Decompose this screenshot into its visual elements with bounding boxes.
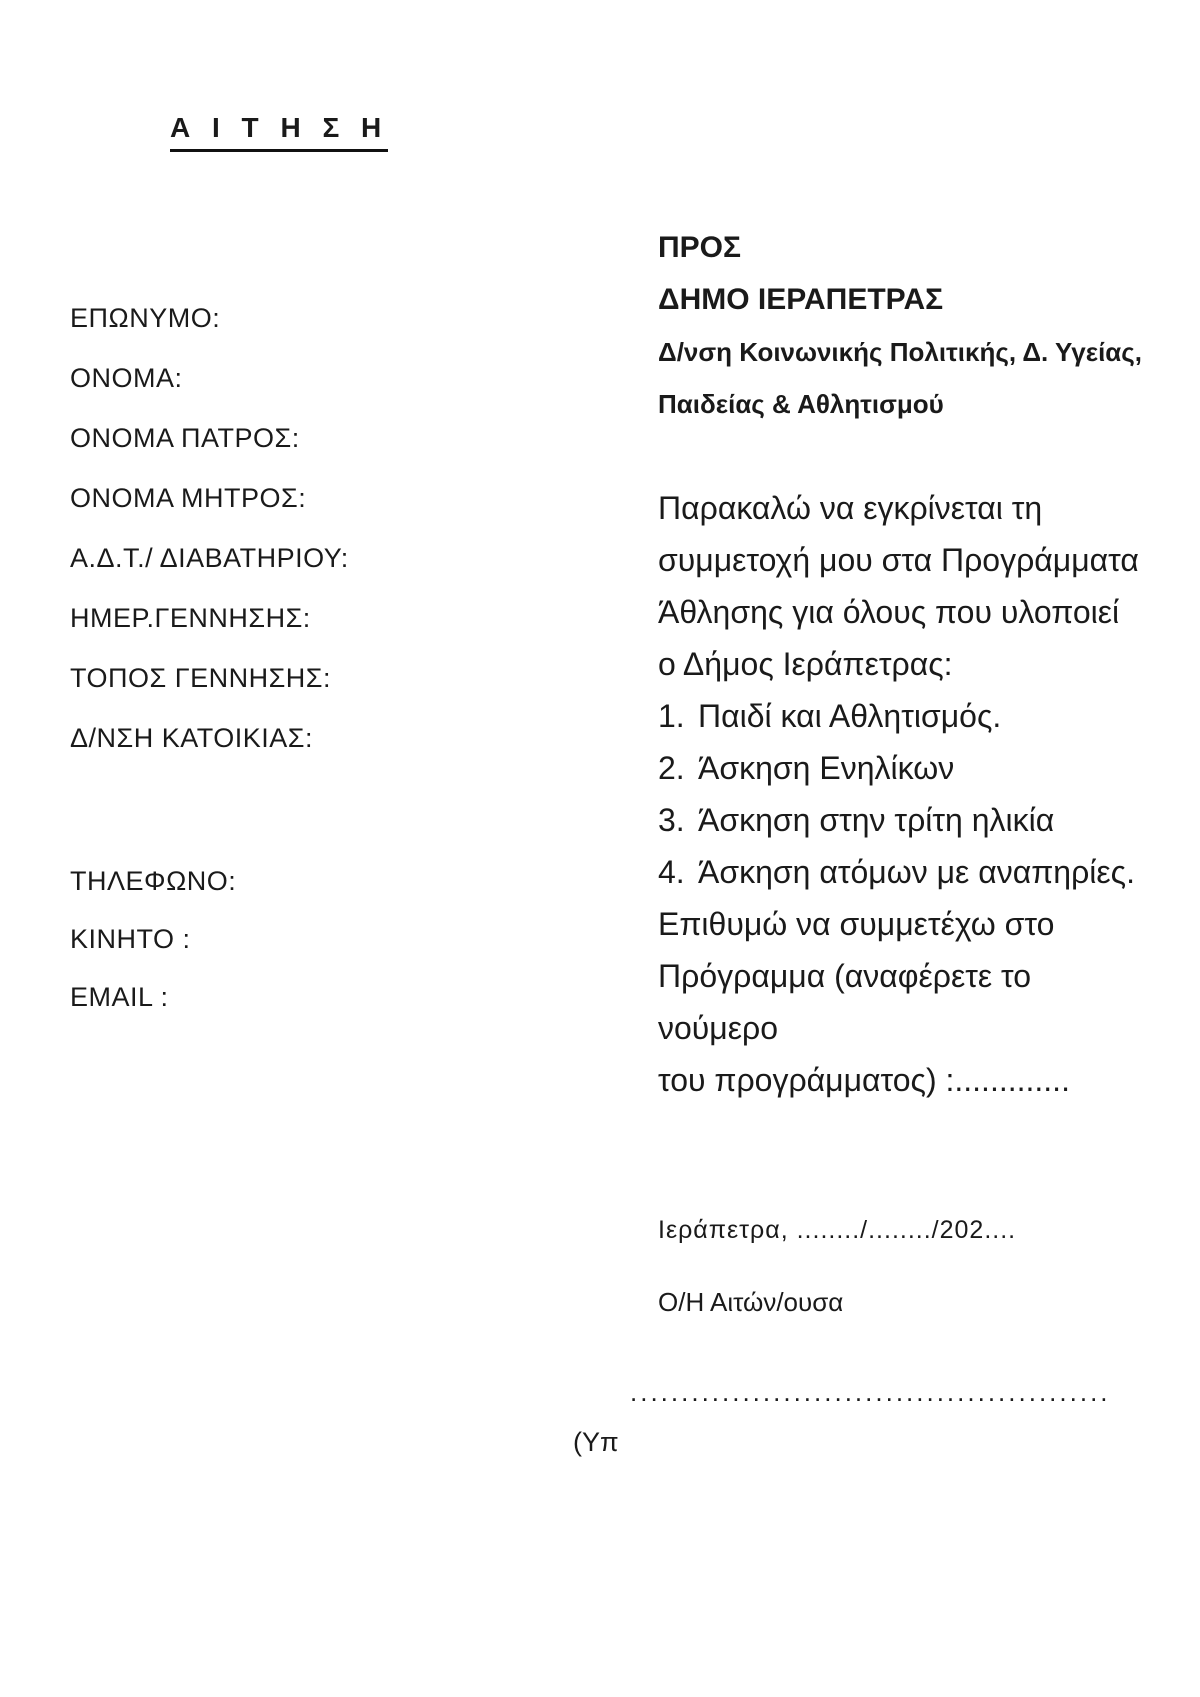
program-item-2 — [658, 742, 1088, 794]
recipient-department-line2: Παιδείας & Αθλητισμού — [658, 389, 944, 419]
contact-fields-column — [70, 852, 500, 1026]
field-first-name — [70, 348, 500, 408]
program-item-1 — [658, 690, 1088, 742]
recipient-to-label: ΠΡΟΣ — [658, 231, 742, 264]
program-item-4-number: 4. — [658, 854, 685, 890]
program-item-1-number: 1. — [658, 698, 685, 734]
request-intro-line: Παρακαλώ να εγκρίνεται τη — [658, 490, 1043, 526]
wish-line: νούμερο — [658, 1010, 778, 1046]
field-birth-place-label: ΤΟΠΟΣ ΓΕΝΝΗΣΗΣ: — [70, 663, 331, 693]
wish-line-program-number-dotted: του προγράμματος) :............. — [658, 1062, 1070, 1098]
signature-dotted-line: ............................................... — [630, 1377, 1111, 1407]
field-id-passport — [70, 528, 500, 588]
program-item-1-name: Παιδί και Αθλητισμός. — [698, 698, 1002, 734]
field-father-name — [70, 408, 500, 468]
field-mother-name-label: ΟΝΟΜΑ ΜΗΤΡΟΣ: — [70, 483, 307, 513]
program-item-3-number: 3. — [658, 802, 685, 838]
wish-line: Πρόγραμμα (αναφέρετε το — [658, 958, 1031, 994]
field-birth-date-label: ΗΜΕΡ.ΓΕΝΝΗΣΗΣ: — [70, 603, 311, 633]
identity-fields-column — [70, 288, 500, 768]
field-mobile — [70, 910, 500, 968]
field-mother-name — [70, 468, 500, 528]
program-item-3 — [658, 794, 1088, 846]
program-item-3-name: Άσκηση στην τρίτη ηλικία — [698, 802, 1055, 838]
request-intro-line: Άθλησης για όλους που υλοποιεί — [658, 594, 1120, 630]
wish-line: Επιθυμώ να συμμετέχω στο — [658, 906, 1055, 942]
field-email — [70, 968, 500, 1026]
field-birth-date — [70, 588, 500, 648]
signature-caption-partial: (Υπ — [573, 1427, 619, 1457]
field-surname-label: ΕΠΩΝΥΜΟ: — [70, 303, 221, 333]
field-home-address-label: Δ/ΝΣΗ ΚΑΤΟΙΚΙΑΣ: — [70, 723, 313, 753]
place-date-line: Ιεράπετρα, ......../......../202.... — [658, 1216, 1017, 1244]
request-body — [658, 482, 1139, 1106]
field-telephone — [70, 852, 500, 910]
request-intro-line: ο Δήμος Ιεράπετρας: — [658, 646, 953, 682]
recipient-department-line1: Δ/νση Κοινωνικής Πολιτικής, Δ. Υγείας, — [658, 337, 1143, 367]
request-intro-line: συμμετοχή μου στα Προγράμματα — [658, 542, 1139, 578]
recipient-municipality: ΔΗΜΟ ΙΕΡΑΠΕΤΡΑΣ — [658, 283, 944, 316]
field-mobile-label: ΚΙΝΗΤΟ : — [70, 924, 191, 954]
program-item-2-name: Άσκηση Ενηλίκων — [698, 750, 955, 786]
page-title: Α Ι Τ Η Σ Η — [170, 112, 388, 152]
recipient-block — [658, 222, 1143, 430]
field-email-label: EMAIL : — [70, 982, 169, 1012]
applicant-signature-label: Ο/Η Αιτών/ουσα — [658, 1287, 844, 1317]
field-telephone-label: ΤΗΛΕΦΩΝΟ: — [70, 866, 237, 896]
program-item-2-number: 2. — [658, 750, 685, 786]
field-first-name-label: ΟΝΟΜΑ: — [70, 363, 183, 393]
field-father-name-label: ΟΝΟΜΑ ΠΑΤΡΟΣ: — [70, 423, 300, 453]
field-surname — [70, 288, 500, 348]
field-birth-place — [70, 648, 500, 708]
field-home-address — [70, 708, 500, 768]
program-item-4 — [658, 846, 1135, 898]
field-id-passport-label: Α.Δ.Τ./ ΔΙΑΒΑΤΗΡΙΟΥ: — [70, 543, 349, 573]
program-item-4-name: Άσκηση ατόμων με αναπηρίες. — [698, 854, 1135, 890]
